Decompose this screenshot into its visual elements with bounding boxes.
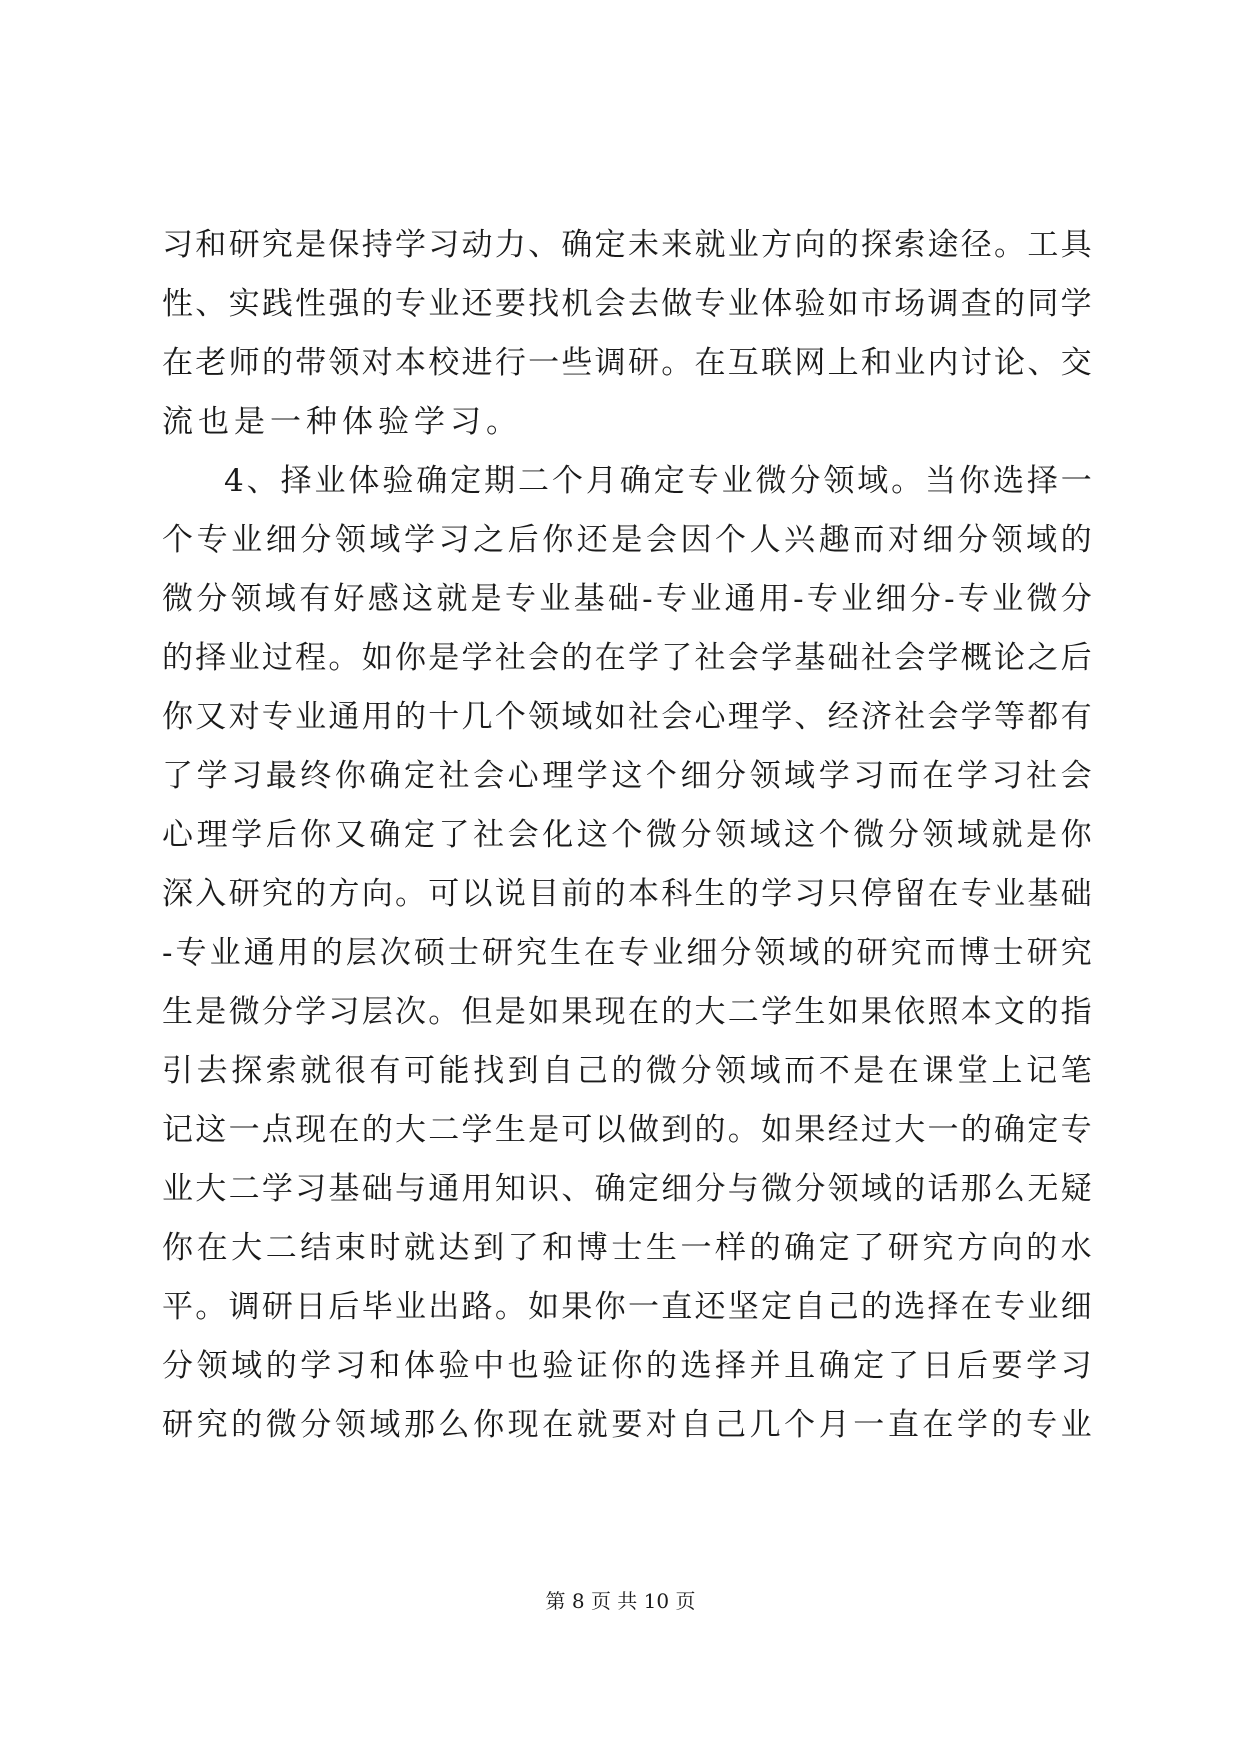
- paragraph-2-line-5: 你 又 对 专 业 通 用 的 十 几 个 领 域 如 社 会 心 理 学 、 经 济 社 会 学 等 都 有: [162, 699, 1092, 735]
- paragraph-2-line-7: 心 理 学 后 你 又 确 定 了 社 会 化 这 个 微 分 领 域 这 个 微 分 领 域 就 是 你: [162, 817, 1092, 853]
- paragraph-2-line-11: 引 去 探 索 就 很 有 可 能 找 到 自 己 的 微 分 领 域 而 不 是 在 课 堂 上 记 笔: [162, 1053, 1092, 1089]
- paragraph-2-line-12: 记 这 一 点 现 在 的 大 二 学 生 是 可 以 做 到 的 。 如 果 经 过 大 一 的 确 定 专: [162, 1112, 1092, 1148]
- paragraph-2-line-8: 深 入 研 究 的 方 向 。 可 以 说 目 前 的 本 科 生 的 学 习 只 停 留 在 专 业 基 础: [162, 876, 1092, 912]
- paragraph-2-line-9: - 专 业 通 用 的 层 次 硕 士 研 究 生 在 专 业 细 分 领 域 的 研 究 而 博 士 研 究: [162, 935, 1092, 971]
- paragraph-2-line-15: 平 。 调 研 日 后 毕 业 出 路 。 如 果 你 一 直 还 坚 定 自 己 的 选 择 在 专 业 细: [162, 1289, 1092, 1325]
- page-footer: [0, 1585, 1241, 1614]
- paragraph-2-line-6: 了 学 习 最 终 你 确 定 社 会 心 理 学 这 个 细 分 领 域 学 习 而 在 学 习 社 会: [162, 758, 1092, 794]
- body-text: [162, 216, 1092, 1455]
- paragraph-2-line-4: 的 择 业 过 程 。 如 你 是 学 社 会 的 在 学 了 社 会 学 基 础 社 会 学 概 论 之 后: [162, 640, 1092, 676]
- paragraph-2-line-1: 4 、 择 业 体 验 确 定 期 二 个 月 确 定 专 业 微 分 领 域 。 当 你 选 择 一: [224, 463, 1092, 499]
- paragraph-2-line-2: 个 专 业 细 分 领 域 学 习 之 后 你 还 是 会 因 个 人 兴 趣 而 对 细 分 领 域 的: [162, 522, 1092, 558]
- paragraph-2-line-17: 研 究 的 微 分 领 域 那 么 你 现 在 就 要 对 自 己 几 个 月 一 直 在 学 的 专 业: [162, 1407, 1092, 1443]
- paragraph-2-line-10: 生 是 微 分 学 习 层 次 。 但 是 如 果 现 在 的 大 二 学 生 如 果 依 照 本 文 的 指: [162, 994, 1092, 1030]
- paragraph-1-line-3: 在 老 师 的 带 领 对 本 校 进 行 一 些 调 研 。 在 互 联 网 上 和 业 内 讨 论 、 交: [162, 345, 1092, 381]
- page-number-label: 第 8 页 共 10 页: [545, 1589, 696, 1613]
- paragraph-1-line-2: 性 、 实 践 性 强 的 专 业 还 要 找 机 会 去 做 专 业 体 验 如 市 场 调 查 的 同 学: [162, 286, 1092, 322]
- paragraph-1-line-1: 习 和 研 究 是 保 持 学 习 动 力 、 确 定 未 来 就 业 方 向 的 探 索 途 径 。 工 具: [162, 227, 1092, 263]
- paragraph-2-line-13: 业 大 二 学 习 基 础 与 通 用 知 识 、 确 定 细 分 与 微 分 领 域 的 话 那 么 无 疑: [162, 1171, 1092, 1207]
- paragraph-2-line-16: 分 领 域 的 学 习 和 体 验 中 也 验 证 你 的 选 择 并 且 确 定 了 日 后 要 学 习: [162, 1348, 1092, 1384]
- paragraph-2-line-3: 微 分 领 域 有 好 感 这 就 是 专 业 基 础 - 专 业 通 用 - 专 业 细 分 - 专 业 微 分: [162, 581, 1092, 617]
- paragraph-2-line-14: 你 在 大 二 结 束 时 就 达 到 了 和 博 士 生 一 样 的 确 定 了 研 究 方 向 的 水: [162, 1230, 1092, 1266]
- paragraph-1-line-4: 流也是一种体验学习。: [162, 404, 522, 440]
